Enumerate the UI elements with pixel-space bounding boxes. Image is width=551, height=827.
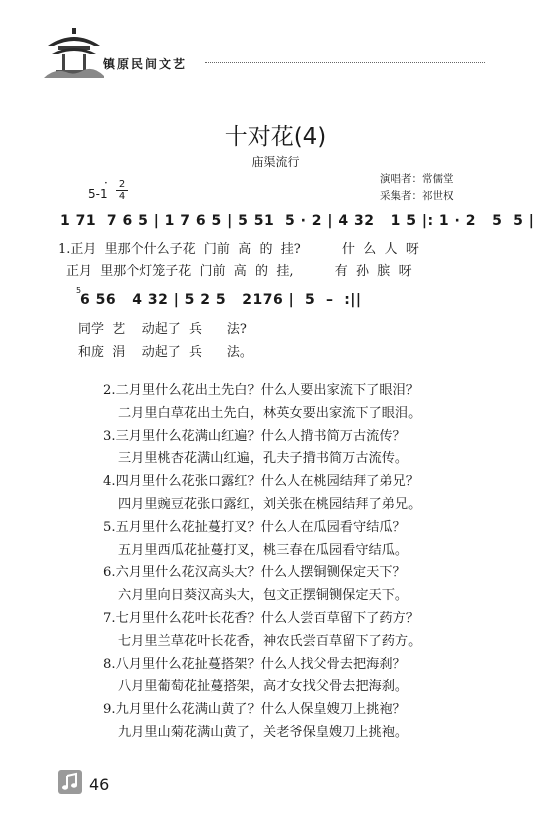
header-divider [205,62,485,63]
lyric-line: 和庞 涓 动起了 兵 法。 [78,345,253,360]
song-title: 十对花(4) [224,124,327,150]
verse-answer: 二月里白草花出土先白，林英女要出家流下了眼泪。 [118,405,422,421]
notation-row-1: 1 71 7 6 5 | 1 7 6 5 | 5 51 5 · 2 | 4 32 1 5 |: 1 · 2 5 5 | [60,213,535,229]
collector-credit: 采集者：祁世权 [380,190,454,202]
section-title: 镇原民间文艺 [103,57,188,71]
song-subtitle: 庙渠流行 [251,155,300,169]
lyric-line: 同学 艺 动起了 兵 法? [78,322,247,337]
verse-question: 6.六月里什么花汉高头大？什么人摆铜铡保定天下？ [103,565,406,581]
verse-answer: 三月里桃杏花满山红遍，孔夫子揹书简万古流传。 [118,451,409,467]
verse-list [103,380,503,745]
verse-answer: 四月里豌豆花张口露红，刘关张在桃园结拜了弟兄。 [118,496,422,512]
verse-question: 9.九月里什么花满山黄了？什么人保皇嫂刀上挑袍？ [103,702,406,718]
verse-answer: 九月里山菊花满山黄了，关老爷保皇嫂刀上挑袍。 [118,724,409,740]
verse-question: 8.八月里什么花扯蔓搭架？什么人找父骨去把海刹？ [103,656,406,672]
verse-answer: 六月里向日葵汉高头大，包文正摆铜铡保定天下。 [118,588,409,604]
lyric-line: 正月 里那个灯笼子花 门前 高 的 挂, 有 孙 膑 呀 [66,264,412,279]
verse-question: 5.五月里什么花扯蔓打叉？什么人在瓜园看守结瓜？ [103,519,406,535]
key-signature: 5-1 [88,187,108,201]
singer-credit: 演唱者：常儒堂 [380,173,454,185]
music-note-icon [58,770,82,794]
verse-question: 4.四月里什么花张口露红？什么人在桃园结拜了弟兄？ [103,474,419,490]
pavilion-icon [44,24,104,78]
verse-question: 2.二月里什么花出土先白？什么人要出家流下了眼泪？ [103,383,419,398]
verse-question: 7.七月里什么花叶长花香？什么人尝百草留下了药方？ [103,610,419,626]
time-numerator: 2 [118,179,126,190]
key-octave-dot: · [104,176,108,190]
verse-answer: 八月里葡萄花扯蔓搭架，高才女找父骨去把海刹。 [118,679,409,695]
grace-note: 5 [76,286,82,295]
lyric-line: 1.正月 里那个什么子花 门前 高 的 挂? 什 么 人 呀 [58,242,419,257]
verse-question: 3.三月里什么花满山红遍？什么人揹书简万古流传？ [103,428,406,444]
verse-answer: 七月里兰草花叶长花香，神农氏尝百草留下了药方。 [118,633,422,649]
notation-row-2: 6 56 4 32 | 5 2 5 2176 | 5 – :|| [80,292,362,308]
time-signature [116,180,128,201]
time-denominator: 4 [118,191,126,202]
page-number: 46 [89,775,110,794]
verse-answer: 五月里西瓜花扯蔓打叉，桃三春在瓜园看守结瓜。 [118,542,409,558]
